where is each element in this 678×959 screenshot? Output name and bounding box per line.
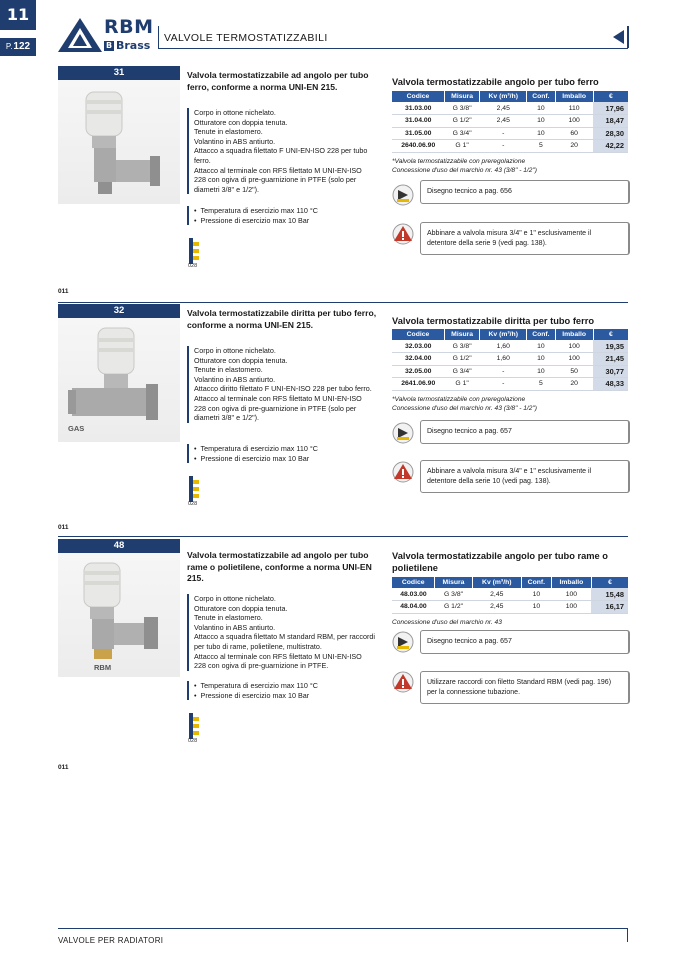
cell-code: 31.05.00 (392, 127, 444, 140)
cell-code: 48.03.00 (392, 588, 435, 601)
product-photo (58, 553, 180, 677)
spec-pressure: • Pressione di esercizio max 10 Bar (194, 216, 375, 226)
col-header: Conf. (521, 577, 551, 588)
cell-conf: 10 (527, 365, 555, 378)
cell-price: 48,33 (593, 378, 628, 391)
cell-kv: - (480, 127, 527, 140)
col-header: Kv (m³/h) (480, 329, 527, 340)
cell-conf: 10 (527, 127, 555, 140)
section-specs (187, 444, 375, 463)
section-description: Corpo in ottone nichelato. Otturatore con doppia tenuta. Tenute in elastomero. Volantino in ABS antiurto. Attacco diritto filettato F UNI-EN-ISO 228 per tubo ferro. Attacco al terminale con RFS filettato M UNI-EN-ISO 228 con ogiva di pre-guarnizione in PTFE (solo per diametri 3/8" e 1/2"). (187, 346, 375, 423)
page-prefix: P. (5, 42, 13, 51)
technical-drawing-icon (392, 184, 414, 206)
cell-price: 21,45 (593, 353, 628, 366)
table-row (392, 378, 628, 391)
section-specs (187, 206, 375, 225)
col-header: Imballo (555, 329, 593, 340)
col-header: Misura (444, 91, 479, 102)
table-title: Valvola termostatizzabile diritta per tubo ferro (392, 316, 594, 326)
product-photo (58, 80, 180, 204)
col-header: Codice (392, 329, 444, 340)
valve-angle-copper-icon (58, 553, 180, 677)
cell-kv: - (480, 378, 527, 391)
table-row (392, 115, 628, 128)
cell-kv: 1,60 (480, 340, 527, 353)
col-header: Codice (392, 91, 444, 102)
footer-section-label: VALVOLE PER RADIATORI (58, 936, 164, 945)
cell-pack: 100 (551, 601, 591, 614)
logo-mark-icon (58, 18, 102, 52)
price-table (392, 329, 628, 391)
logo-sub-mark: B (105, 41, 113, 50)
warning-box: Utilizzare raccordi con filetto Standard RBM (vedi pag. 196) per la connessione tubazione. (420, 671, 630, 704)
footer-rule (58, 928, 628, 929)
header-arrow-bar (627, 26, 629, 48)
cell-code: 31.04.00 (392, 115, 444, 128)
valve-angle-icon (58, 80, 180, 204)
cell-code: 32.03.00 (392, 340, 444, 353)
family-code: 011 (58, 764, 69, 771)
technical-drawing-icon (392, 631, 414, 653)
cell-price: 19,35 (593, 340, 628, 353)
table-title: Valvola termostatizzabile angolo per tubo rame o polietilene (392, 551, 608, 573)
table-note: Concessione d'uso del marchio nr. 43 (3/8" - 1/2") (392, 405, 537, 413)
cell-price: 16,17 (591, 601, 628, 614)
warning-icon (392, 671, 414, 693)
cell-price: 30,77 (593, 365, 628, 378)
cell-code: 32.04.00 (392, 353, 444, 366)
cell-kv: - (480, 365, 527, 378)
section-separator (58, 302, 628, 303)
col-header: Misura (444, 329, 479, 340)
certification-code: 028 (188, 263, 198, 269)
table-header-row (392, 91, 628, 102)
section-description: Corpo in ottone nichelato. Otturatore con doppia tenuta. Tenute in elastomero. Volantino in ABS antiurto. Attacco a squadra filettato M standard RBM, per raccordi per tubo di rame, polietilene, multistrato. Attacco al terminale con RFS filettato M UNI-EN-ISO 228 con ogiva di pre-guarnizione in PTFE. (187, 594, 375, 671)
section-specs (187, 681, 375, 700)
cell-size: G 1/2" (444, 115, 479, 128)
price-table (392, 577, 628, 614)
section-title: Valvola termostatizzabile diritta per tubo ferro, conforme a norma UNI-EN 215. (187, 308, 377, 330)
table-notes (392, 157, 632, 175)
cell-size: G 1" (444, 378, 479, 391)
col-header: Kv (m³/h) (480, 91, 527, 102)
brand-logo[interactable] (58, 18, 154, 52)
cell-code: 31.03.00 (392, 102, 444, 115)
logo-brand-text: RBM (104, 16, 154, 38)
section-description: Corpo in ottone nichelato. Otturatore con doppia tenuta. Tenute in elastomero. Volantino in ABS antiurto. Attacco a squadra filettato F UNI-EN-ISO 228 per tubo ferro. Attacco al terminale con RFS filettato M UNI-EN-ISO 228 con ogiva di pre-guarnizione in PTFE (solo per diametri 3/8" e 1/2"). (187, 108, 375, 194)
cell-conf: 10 (527, 353, 555, 366)
cell-kv: 1,60 (480, 353, 527, 366)
table-note: *Valvola termostatizzabile con preregolazione (392, 396, 526, 403)
spec-temperature: • Temperatura di esercizio max 110 °C (194, 681, 375, 691)
cell-pack: 60 (555, 127, 593, 140)
product-section-31 (58, 66, 628, 296)
section-title: Valvola termostatizzabile ad angolo per tubo rame o polietilene, conforme a norma UNI-EN 215. (187, 550, 372, 583)
col-header: € (593, 329, 628, 340)
header-divider (158, 26, 159, 49)
cell-conf: 10 (527, 115, 555, 128)
col-header: Codice (392, 577, 435, 588)
cell-price: 42,22 (593, 140, 628, 153)
spec-temperature: • Temperatura di esercizio max 110 °C (194, 206, 375, 216)
table-title: Valvola termostatizzabile angolo per tubo ferro (392, 77, 599, 87)
spec-temperature: • Temperatura di esercizio max 110 °C (194, 444, 375, 454)
price-table (392, 91, 628, 153)
chapter-number: 11 (0, 0, 36, 30)
table-row (392, 353, 628, 366)
family-code: 011 (58, 524, 69, 531)
cell-size: G 1/2" (435, 601, 472, 614)
table-row (392, 340, 628, 353)
certification-code: 028 (188, 738, 198, 744)
table-notes (392, 395, 632, 413)
cell-code: 48.04.00 (392, 601, 435, 614)
cell-code: 2641.06.90 (392, 378, 444, 391)
product-section-48 (58, 539, 628, 774)
info-box[interactable]: Disegno tecnico a pag. 657 (420, 420, 630, 444)
warning-box: Abbinare a valvola misura 3/4" e 1" esclusivamente il detentore della serie 10 (vedi pag. 138). (420, 460, 630, 493)
cell-conf: 10 (527, 102, 555, 115)
table-row (392, 601, 628, 614)
table-row (392, 365, 628, 378)
cell-conf: 10 (521, 601, 551, 614)
cell-size: G 3/8" (435, 588, 472, 601)
section-title: Valvola termostatizzabile ad angolo per tubo ferro, conforme a norma UNI-EN 215. (187, 70, 369, 92)
cell-conf: 5 (527, 140, 555, 153)
logo-sub-text (104, 39, 150, 52)
page-number-value: 122 (13, 41, 31, 52)
section-badge: 32 (58, 304, 180, 318)
info-box[interactable]: Disegno tecnico a pag. 656 (420, 180, 630, 204)
cell-kv: 2,45 (472, 601, 521, 614)
warning-icon (392, 223, 414, 245)
col-header: € (593, 91, 628, 102)
col-header: Conf. (527, 329, 555, 340)
page-title: VALVOLE TERMOSTATIZZABILI (164, 32, 328, 44)
cell-code: 2640.06.90 (392, 140, 444, 153)
cell-size: G 1/2" (444, 353, 479, 366)
table-note: Concessione d'uso del marchio nr. 43 (392, 619, 502, 626)
col-header: Imballo (555, 91, 593, 102)
cell-conf: 10 (521, 588, 551, 601)
table-row (392, 588, 628, 601)
section-separator (58, 536, 628, 537)
cell-size: G 3/8" (444, 102, 479, 115)
family-code: 011 (58, 288, 69, 295)
cell-pack: 110 (555, 102, 593, 115)
cell-price: 18,47 (593, 115, 628, 128)
cell-pack: 100 (555, 353, 593, 366)
footer-divider (627, 928, 628, 942)
table-notes (392, 618, 632, 627)
cell-price: 15,48 (591, 588, 628, 601)
spec-pressure: • Pressione di esercizio max 10 Bar (194, 454, 375, 464)
cell-size: G 3/8" (444, 340, 479, 353)
product-section-32 (58, 304, 628, 534)
col-header: Misura (435, 577, 472, 588)
info-box[interactable]: Disegno tecnico a pag. 657 (420, 630, 630, 654)
back-arrow-icon[interactable] (613, 30, 624, 44)
spec-pressure: • Pressione di esercizio max 10 Bar (194, 691, 375, 701)
warning-icon (392, 461, 414, 483)
col-header: Conf. (527, 91, 555, 102)
cell-pack: 100 (555, 115, 593, 128)
cell-pack: 50 (555, 365, 593, 378)
product-photo (58, 318, 180, 442)
table-row (392, 102, 628, 115)
cell-conf: 10 (527, 340, 555, 353)
photo-label: GAS (68, 424, 85, 433)
cell-pack: 20 (555, 378, 593, 391)
photo-label: RBM (94, 663, 112, 672)
table-note: Concessione d'uso del marchio nr. 43 (3/8" - 1/2") (392, 167, 537, 175)
table-header-row (392, 577, 628, 588)
col-header: € (591, 577, 628, 588)
header-rule (158, 48, 628, 49)
table-row (392, 140, 628, 153)
warning-box: Abbinare a valvola misura 3/4" e 1" esclusivamente il detentore della serie 9 (vedi pag. 138). (420, 222, 630, 255)
cell-pack: 100 (555, 340, 593, 353)
cell-size: G 3/4" (444, 127, 479, 140)
cell-kv: - (480, 140, 527, 153)
cell-kv: 2,45 (480, 115, 527, 128)
cell-kv: 2,45 (472, 588, 521, 601)
cell-size: G 1" (444, 140, 479, 153)
cell-conf: 5 (527, 378, 555, 391)
table-row (392, 127, 628, 140)
col-header: Imballo (551, 577, 591, 588)
section-badge: 48 (58, 539, 180, 553)
section-badge: 31 (58, 66, 180, 80)
technical-drawing-icon (392, 422, 414, 444)
cell-price: 28,30 (593, 127, 628, 140)
cell-price: 17,96 (593, 102, 628, 115)
cell-code: 32.05.00 (392, 365, 444, 378)
page-number (0, 38, 36, 56)
cell-pack: 20 (555, 140, 593, 153)
logo-sub-label: Brass (116, 39, 151, 52)
certification-code: 028 (188, 501, 198, 507)
cell-kv: 2,45 (480, 102, 527, 115)
table-header-row (392, 329, 628, 340)
table-note: *Valvola termostatizzabile con preregolazione (392, 158, 526, 165)
col-header: Kv (m³/h) (472, 577, 521, 588)
cell-pack: 100 (551, 588, 591, 601)
cell-size: G 3/4" (444, 365, 479, 378)
